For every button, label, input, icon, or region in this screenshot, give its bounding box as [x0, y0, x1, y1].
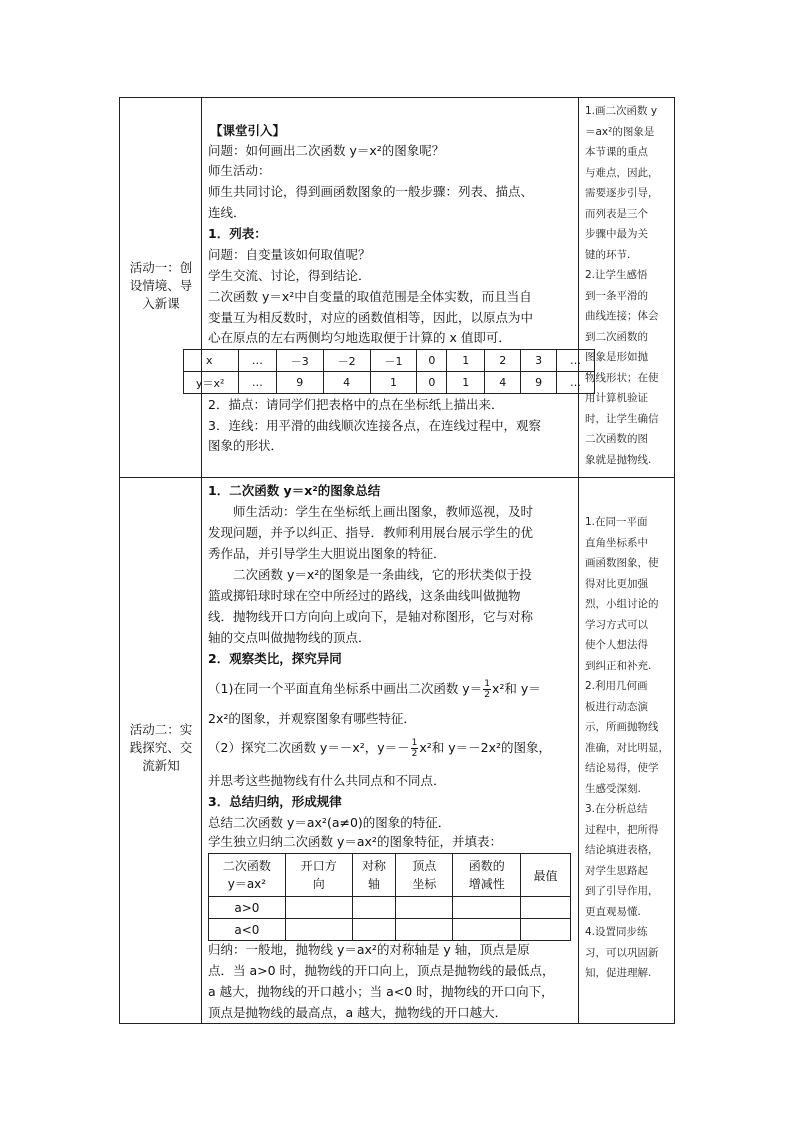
body-line: 师生活动：学生在坐标纸上画出图象，教师巡视，及时	[208, 504, 534, 519]
body-line: 变量互为相反数时，对应的函数值相等，因此，以原点为中	[208, 310, 534, 325]
table-cell: 3	[521, 350, 557, 372]
note-line: 到一条平滑的	[585, 289, 648, 302]
table-cell: 2	[485, 350, 521, 372]
table-cell: …	[238, 350, 276, 372]
note-line: 2.利用几何画	[585, 680, 648, 692]
question-text: （1)在同一个平面直角坐标系中画出二次函数 y＝	[208, 681, 483, 696]
activity-two-label	[124, 721, 198, 775]
header-cell	[453, 854, 521, 897]
note-line: 需要逐步引导，	[585, 187, 659, 199]
body-line: 二次函数 y＝x²中自变量的取值范围是全体实数，而且当自	[208, 289, 532, 304]
question-two-cont: 并思考这些抛物线有什么共同点和不同点．	[208, 773, 446, 788]
table-row	[184, 372, 595, 394]
body-line: 问题：如何画出二次函数 y＝x²的图象呢？	[208, 143, 445, 158]
note-line: 3.在分析总结	[585, 803, 648, 815]
table-cell	[285, 919, 352, 941]
column-divider-notes	[578, 97, 579, 1024]
table-cell: 1	[447, 350, 485, 372]
body-line: 二次函数 y＝x²的图象是一条曲线，它的形状类似于投	[208, 567, 532, 582]
fraction-numerator: 1	[484, 679, 490, 689]
design-notes-one	[585, 101, 659, 470]
header-text: 轴	[368, 877, 381, 891]
step-three-text: 3．连线：用平滑的曲线顺次连接各点，在连线过程中，观察	[208, 418, 541, 433]
table-cell: －3	[276, 350, 323, 372]
note-line: 时，让学生确信	[585, 412, 659, 425]
table-cell: x	[184, 350, 239, 372]
note-line: ＝ax²的图象是	[585, 125, 655, 138]
step-two-text: 2．描点：请同学们把表格中的点在坐标纸上描出来．	[208, 397, 504, 412]
note-line: 用计算机验证	[585, 392, 648, 404]
table-cell: 0	[417, 350, 447, 372]
body-line: 师生活动：	[208, 163, 271, 178]
table-cell: 9	[276, 372, 323, 394]
question-text: （2）探究二次函数 y＝－x²，y＝－	[208, 740, 410, 755]
question-one-cont: 2x²的图象，并观察图象有哪些特征．	[208, 711, 416, 726]
body-line: 连线．	[208, 205, 246, 220]
note-line: 键的环节.	[585, 248, 631, 261]
table-cell: …	[238, 372, 276, 394]
header-text: 函数的	[468, 859, 505, 873]
note-line: 板进行动态演	[585, 700, 648, 713]
note-line: 结论易得，使学	[585, 762, 659, 774]
column-divider-activity	[201, 97, 202, 1024]
table-row	[209, 919, 571, 941]
note-line: 到纠正和补充.	[585, 659, 652, 672]
note-line: 知，促进理解.	[585, 967, 652, 979]
table-cell	[453, 919, 521, 941]
note-line: 步骤中最为关	[585, 228, 648, 240]
note-line: 得对比更加强	[585, 577, 648, 590]
note-line: 1.画二次函数 y	[585, 105, 658, 117]
note-line: 物线形状；在使	[585, 371, 659, 384]
value-table	[183, 349, 595, 394]
table-cell: 0	[417, 372, 447, 394]
note-line: 直角坐标系中	[585, 536, 648, 549]
body-line: 顶点是抛物线的最高点，a 越大，抛物线的开口越大．	[208, 1005, 508, 1020]
body-line: 1．列表：	[208, 226, 267, 241]
step-three-text: 图象的形状．	[208, 438, 284, 453]
body-line: 点．当 a>0 时，抛物线的开口向上，顶点是抛物线的最低点，	[208, 963, 555, 978]
activity-label-line: 活动二：实	[129, 722, 193, 737]
table-cell: a>0	[209, 897, 286, 919]
body-line: a 越大，抛物线的开口越小；当 a<0 时，抛物线的开口向下，	[208, 984, 554, 999]
note-line: 图象是形如抛	[585, 351, 648, 363]
table-cell: 1	[370, 372, 417, 394]
feature-table	[208, 853, 571, 941]
note-line: 到二次函数的	[585, 330, 648, 343]
note-line: 烈，小组讨论的	[585, 598, 659, 610]
header-text: 开口方	[300, 859, 337, 873]
fraction-one-half	[411, 738, 419, 759]
note-line: 本节课的重点	[585, 146, 648, 158]
note-line: 使个人想法得	[585, 639, 648, 651]
body-line: 心在原点的左右两侧均匀地选取便于计算的 x 值即可．	[208, 330, 511, 345]
table-cell: －2	[323, 350, 370, 372]
header-text: 顶点	[412, 859, 437, 873]
body-line: 2．观察类比，探究异同	[208, 651, 342, 666]
note-line: 与难点，因此，	[585, 166, 659, 179]
table-cell: 4	[485, 372, 521, 394]
body-line: 篮或掷铅球时球在空中所经过的路线，这条曲线叫做抛物	[208, 588, 521, 603]
table-cell: y＝x²	[184, 372, 239, 394]
table-cell	[396, 897, 453, 919]
note-line: 结论填进表格，	[585, 844, 659, 856]
header-cell	[285, 854, 352, 897]
body-line: 1．二次函数 y＝x²的图象总结	[208, 483, 381, 498]
table-cell: 4	[323, 372, 370, 394]
body-line: 发现问题，并予以纠正、指导．教师利用展台展示学生的优	[208, 525, 534, 540]
note-line: 生感受深刻.	[585, 782, 641, 795]
table-cell	[396, 919, 453, 941]
note-line: 画函数图象，使	[585, 557, 659, 569]
table-header-row	[209, 854, 571, 897]
table-cell	[453, 897, 521, 919]
row-divider	[119, 477, 675, 478]
header-text: 二次函数	[222, 859, 271, 873]
note-line: 曲线连接；体会	[585, 310, 659, 322]
body-line: 学生交流、讨论，得到结论．	[208, 268, 371, 283]
body-line: 轴的交点叫做抛物线的顶点．	[208, 630, 371, 645]
activity-label-line: 入新课	[142, 296, 180, 311]
note-line: 而列表是三个	[585, 207, 648, 220]
header-cell	[209, 854, 286, 897]
header-text: 最值	[533, 868, 558, 883]
question-text: x²和 y＝	[491, 681, 541, 696]
header-text: y＝ax²	[227, 877, 267, 891]
table-cell: …	[557, 350, 595, 372]
note-line: 象就是抛物线.	[585, 453, 652, 466]
question-two	[208, 738, 551, 759]
header-cell	[396, 854, 453, 897]
fraction-denominator: 2	[484, 690, 490, 700]
section-heading: 【课堂引入】	[210, 123, 286, 138]
table-cell: 9	[521, 372, 557, 394]
question-one	[208, 679, 541, 700]
note-line: 学习方式可以	[585, 618, 648, 631]
table-row	[209, 897, 571, 919]
table-cell: 1	[447, 372, 485, 394]
header-text: 向	[312, 877, 325, 891]
table-row	[184, 350, 595, 372]
table-cell	[285, 897, 352, 919]
fraction-one-half	[483, 679, 491, 700]
note-line: 到了引导作用，	[585, 885, 659, 897]
header-text: 坐标	[412, 877, 437, 891]
activity-label-line: 活动一：创	[129, 260, 193, 275]
note-line: 2.让学生感悟	[585, 269, 648, 281]
body-line: 秀作品，并引导学生大胆说出图象的特征．	[208, 546, 446, 561]
body-line: 3．总结归纳，形成规律	[208, 794, 342, 809]
table-cell	[521, 897, 571, 919]
body-line: 总结二次函数 y＝ax²(a≠0)的图象的特征．	[208, 815, 451, 830]
note-line: 习，可以巩固新	[585, 946, 659, 959]
body-line: 学生独立归纳二次函数 y＝ax²的图象特征，并填表：	[208, 834, 502, 849]
table-cell	[352, 897, 396, 919]
note-line: 准确，对比明显，	[585, 741, 669, 754]
table-cell	[352, 919, 396, 941]
note-line: 对学生思路起	[585, 864, 648, 877]
body-line: 师生共同讨论，得到画函数图象的一般步骤：列表、描点、	[208, 184, 534, 199]
note-line: 4.设置同步练	[585, 926, 648, 938]
header-text: 对称	[362, 859, 387, 873]
table-cell	[521, 919, 571, 941]
table-cell: …	[557, 372, 595, 394]
note-line: 过程中，把所得	[585, 823, 659, 836]
fraction-denominator: 2	[411, 749, 418, 759]
note-line: 1.在同一平面	[585, 516, 648, 528]
activity-label-line: 设情境、导	[129, 278, 193, 293]
question-text: x²和 y＝－2x²的图象，	[419, 740, 552, 755]
fraction-numerator: 1	[411, 738, 418, 748]
note-line: 更直观易懂.	[585, 905, 641, 918]
body-line: 归纳：一般地，抛物线 y＝ax²的对称轴是 y 轴，顶点是原	[208, 942, 530, 957]
body-line: 问题：自变量该如何取值呢？	[208, 247, 371, 262]
activity-label-line: 践探究、交	[129, 740, 193, 755]
header-cell	[352, 854, 396, 897]
activity-one-label	[124, 259, 198, 313]
note-line: 二次函数的图	[585, 433, 648, 445]
activity-label-line: 流新知	[142, 758, 180, 773]
table-cell: －1	[370, 350, 417, 372]
table-cell: a<0	[209, 919, 286, 941]
note-line: 示，所画抛物线	[585, 721, 659, 733]
body-line: 线．抛物线开口方向向上或向下，是轴对称图形，它与对称	[208, 609, 534, 624]
header-text: 增减性	[468, 877, 505, 891]
header-cell	[521, 854, 571, 897]
design-notes-two	[585, 512, 669, 984]
